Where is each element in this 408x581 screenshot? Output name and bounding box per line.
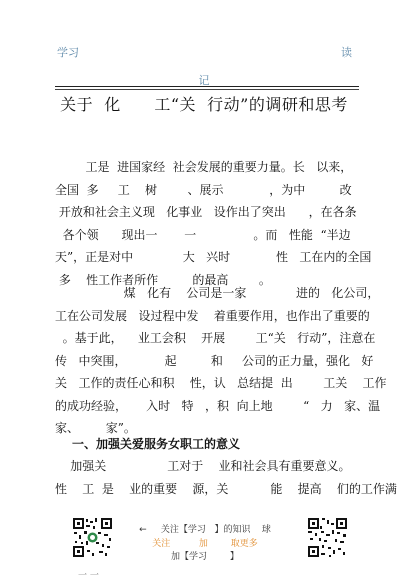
bottom-left-marks: 一 一 xyxy=(78,571,99,581)
header-left-label: 学习 xyxy=(57,46,79,59)
footer-follow-line: ← 关注【学习 】的知识 球 xyxy=(139,525,271,535)
text-line: 传 中突围， 起 和 公司的正力量，强化 好 xyxy=(55,353,374,368)
header-rule-thick xyxy=(55,86,359,87)
text-line: 家、 家”。 xyxy=(55,421,136,435)
header-center-label: 记 xyxy=(198,74,210,87)
text-line: 多 性工作者所作 的最高 。 xyxy=(55,272,271,287)
text-line: 天”，正是对中 大 兴时 性 工在内的全国 xyxy=(55,250,372,264)
header-right-label: 读 xyxy=(341,46,352,59)
paragraph-significance xyxy=(55,455,397,500)
text-line: 全国 多 工 树 、展示 ，为中 改 xyxy=(55,182,352,197)
footer-join-line: 加【学习 】 xyxy=(171,552,239,562)
text-line: 关 工作的责任心和积 性，认 总结提 出 工关 工作 xyxy=(55,376,387,390)
document-title: 关于 化 工“关 行动”的调研和思考 xyxy=(60,95,348,114)
qr-code-left[interactable] xyxy=(72,517,113,558)
text-line: 加强关 工对于 业和社会具有重要意义。 xyxy=(55,459,351,473)
text-line: 煤 化有 公司是一家 进的 化公司， xyxy=(55,286,380,300)
qr-code-right[interactable] xyxy=(307,517,348,558)
paragraph-intro xyxy=(55,156,372,291)
paragraph-company xyxy=(55,282,387,440)
text-line: 各个领 现出一 一 。而 性能 “半边 xyxy=(55,227,351,242)
text-line: 的成功经验， 入时 特 ，积 向上地 “ 力 家、温 xyxy=(55,398,381,413)
section-heading: 一、加强关爱服务女职工的意义 xyxy=(72,437,241,451)
header-rule-thin xyxy=(55,89,359,90)
text-line: 工是 进国家经 社会发展的重要力量。长 以来， xyxy=(55,160,353,174)
text-line: 。基于此， 业工会积 开展 工“关 行动”，注意在 xyxy=(55,331,376,345)
footer-link-line[interactable]: 关注 加 取更多 xyxy=(152,539,258,549)
text-line: 性 工 是 业的重要 源，关 能 提高 们的工作满 xyxy=(55,481,397,496)
text-line: 工在公司发展 设过程中发 着重要作用，也作出了重要的 xyxy=(55,308,370,323)
text-line: 开放和社会主义现 化事业 设作出了突出 ，在各条 xyxy=(55,205,357,219)
